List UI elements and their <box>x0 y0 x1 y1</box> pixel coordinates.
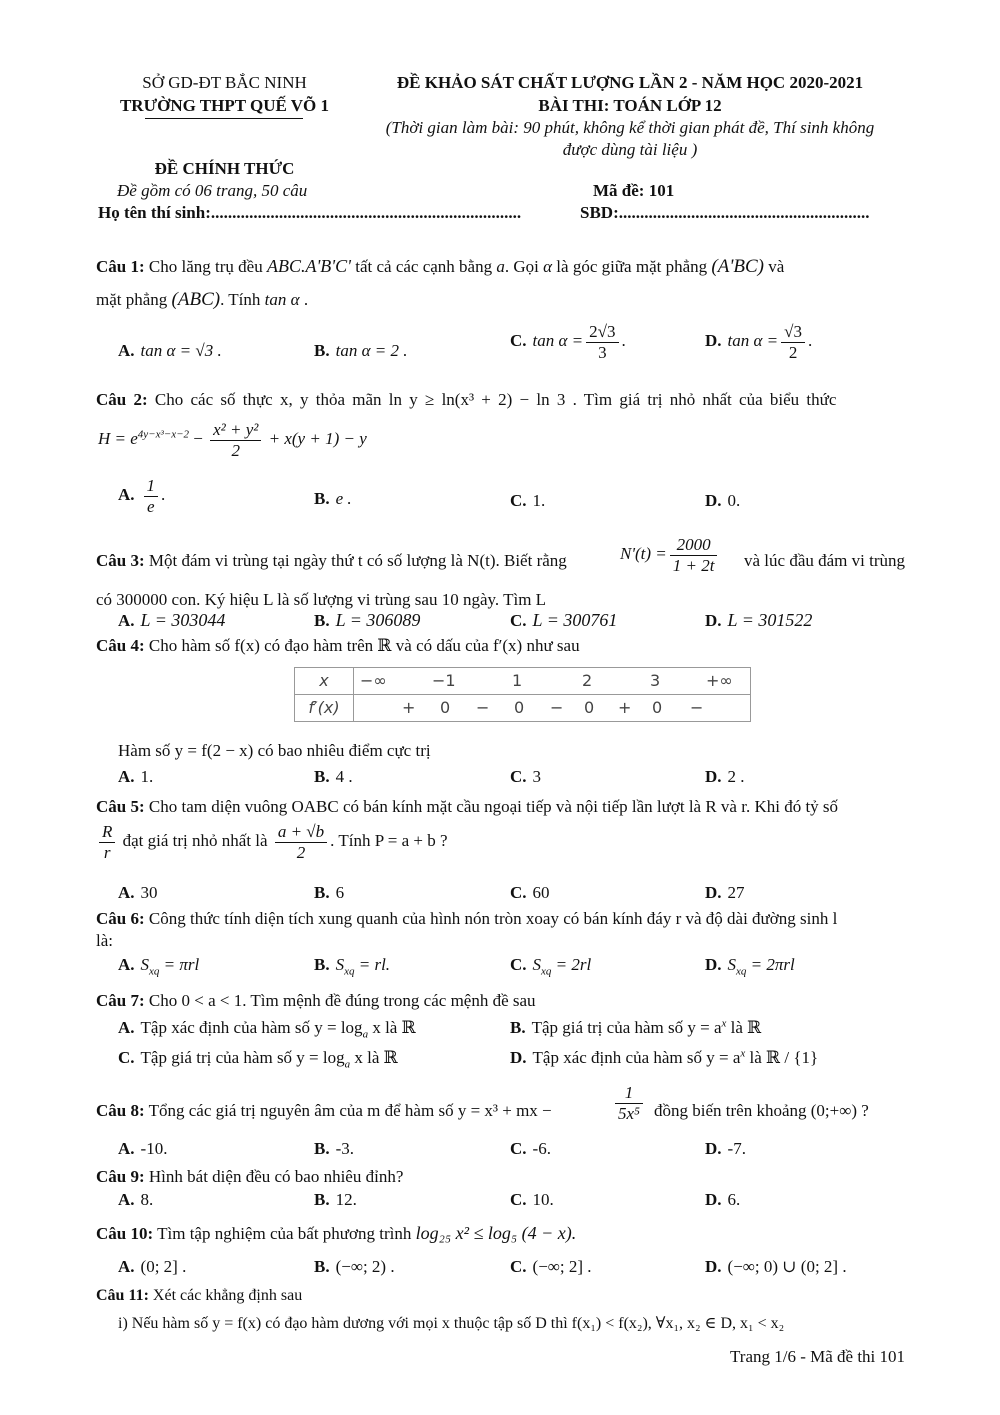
q8-end: đồng biến trên khoảng (0;+∞) ? <box>654 1101 869 1120</box>
sign-table-x-row <box>354 668 751 695</box>
q1-text-d: là góc giữa mặt phẳng <box>556 257 708 276</box>
q5-ratio-den: r <box>103 842 111 862</box>
q3-option-d[interactable]: D. L = 301522 <box>705 610 813 630</box>
x-value: −∞ <box>360 671 387 690</box>
q1-option-d[interactable]: D. tan α = $\frac{√3}{2}$ . <box>705 322 813 362</box>
question-3 <box>96 550 567 571</box>
q3-option-a[interactable]: A. L = 303044 <box>118 610 226 630</box>
q1-option-c-num: 2√3 <box>586 322 618 343</box>
q6-option-a-rest: = πrl <box>159 955 200 974</box>
q10-inequality: log₂₅ x² ≤ log₅ (4 − x). <box>415 1223 577 1243</box>
q11-text: Xét các khẳng định sau <box>152 1287 303 1304</box>
q9-option-d-text: 6. <box>727 1190 741 1209</box>
x-value: −1 <box>432 671 456 690</box>
q6-option-c-sub: xq <box>541 965 552 978</box>
q5-ratio-num: R <box>99 822 115 843</box>
question-number: Câu 10: <box>96 1224 154 1243</box>
q8-fraction <box>612 1083 646 1123</box>
q3-option-a-text: L = 303044 <box>140 610 226 630</box>
q3-n-den: 1 + 2t <box>672 555 715 575</box>
sign-value: + <box>402 698 416 717</box>
q2-h-minus: − <box>193 428 203 448</box>
q2-expression <box>98 420 367 460</box>
q6-option-d-sub: xq <box>736 965 747 978</box>
exam-time-note: (Thời gian làm bài: 90 phút, không kể thời gian phát đề, Thí sinh không <box>385 118 875 137</box>
sign-value: 0 <box>652 698 663 717</box>
q6-option-b-sub: xq <box>344 965 355 978</box>
exam-time-note-2: được dùng tài liệu ) <box>562 140 698 159</box>
q4-option-c[interactable]: C. 3 <box>510 767 542 786</box>
q10-option-a-text: (0; 2] . <box>140 1257 187 1276</box>
q3-line-2: có 300000 con. Ký hiệu L là số lượng vi trùng sau 10 ngày. Tìm L <box>96 590 547 609</box>
sign-table-x-head: x <box>295 668 354 695</box>
q3-formula <box>620 535 720 575</box>
q1-tan-alpha: tan α <box>264 290 300 309</box>
q3-n-left: N'(t) = <box>620 543 667 563</box>
question-1-line-2 <box>96 288 308 312</box>
q10-option-c[interactable]: C. (−∞; 2] . <box>510 1257 592 1276</box>
question-number: Câu 4: <box>96 636 145 655</box>
q1-line2-text: mặt phẳng <box>96 290 168 309</box>
q7-option-c-text: Tập giá trị của hàm số y = log <box>140 1048 345 1067</box>
sign-value: 0 <box>514 698 525 717</box>
q7-option-d-text: Tập xác định của hàm số y = a <box>532 1048 741 1067</box>
q10-option-d[interactable]: D. (−∞; 0) ∪ (0; 2] . <box>705 1257 847 1276</box>
q4-line-2: Hàm số y = f(2 − x) có bao nhiêu điểm cực trị <box>118 741 431 760</box>
question-9 <box>96 1166 403 1187</box>
sign-table-fprime-head: f′(x) <box>295 695 354 722</box>
q11-statement-i: i) Nếu hàm số y = f(x) có đạo hàm dương với mọi x thuộc tập số D thì f(x₁) < f(x₂), ∀x₁, x₂ ∈ D, x₁ < x₂ <box>118 1315 785 1332</box>
pages-note: Đề gồm có 06 trang, 50 câu <box>117 181 308 200</box>
question-8 <box>96 1100 552 1121</box>
sign-value: + <box>618 698 632 717</box>
q1-text-a: Cho lăng trụ đều <box>148 257 263 276</box>
official-label: ĐỀ CHÍNH THỨC <box>154 159 295 178</box>
q4-option-d-text: 2 . <box>727 767 745 786</box>
q7-option-b[interactable]: B. Tập giá trị của hàm số $y = a^x$ là ℝ <box>510 1017 762 1037</box>
q4-option-b[interactable]: B. 4 . <box>314 767 353 786</box>
question-number: Câu 6: <box>96 909 145 928</box>
question-number: Câu 2: <box>96 390 148 409</box>
q7-option-d-rest: là ℝ / {1} <box>745 1048 819 1067</box>
q6-option-a-s: S <box>140 955 150 974</box>
q1-line2-text-b: . Tính <box>220 290 261 309</box>
q1-a: a <box>496 257 505 276</box>
q5-option-b-text: 6 <box>335 883 345 902</box>
q7-option-b-sup: x <box>721 1017 727 1030</box>
q2-h-den: 2 <box>231 440 240 460</box>
q4-option-b-text: 4 . <box>335 767 353 786</box>
x-value: 1 <box>512 671 523 690</box>
q5-text: Cho tam diện vuông OABC có bán kính mặt cầu ngoại tiếp và nội tiếp lần lượt là R và r. Khi đó tỷ số <box>148 797 839 816</box>
question-number: Câu 9: <box>96 1167 145 1186</box>
question-number: Câu 7: <box>96 991 145 1010</box>
q5-option-c-text: 60 <box>532 883 550 902</box>
q1-option-c-den: 3 <box>598 342 607 362</box>
q6-option-a-sub: xq <box>149 965 160 978</box>
sign-table-fprime-row <box>354 695 751 722</box>
q8-option-d[interactable]: D. -7. <box>705 1139 746 1158</box>
q6-line-2: là: <box>96 931 113 950</box>
q3-text: Một đám vi trùng tại ngày thứ t có số lượng là N(t). Biết rằng <box>148 551 567 570</box>
q2-option-a-num: 1 <box>144 476 159 497</box>
q1-option-d-left: tan α = <box>727 330 779 350</box>
page-footer: Trang 1/6 - Mã đề thi 101 <box>730 1347 906 1366</box>
question-2 <box>96 389 836 410</box>
q6-option-d-s: S <box>727 955 737 974</box>
x-value: 2 <box>582 671 593 690</box>
x-value: +∞ <box>706 671 733 690</box>
question-6 <box>96 908 837 929</box>
q2-option-a-den: e <box>147 496 155 516</box>
q1-plane-abc: (ABC) <box>171 289 221 310</box>
q9-option-a-text: 8. <box>140 1190 154 1209</box>
q5-value-den: 2 <box>296 842 306 862</box>
q9-option-a[interactable]: A. 8. <box>118 1190 154 1209</box>
q8-frac-den: 5x⁵ <box>618 1103 640 1123</box>
q5-mid-text: đạt giá trị nhỏ nhất là <box>122 830 268 850</box>
school-underline <box>145 118 303 119</box>
q3-n-num: 2000 <box>670 535 718 556</box>
q3-option-c-text: L = 300761 <box>532 610 618 630</box>
q3-option-b-text: L = 306089 <box>335 610 421 630</box>
q5-option-a-text: 30 <box>140 883 158 902</box>
sign-value: 0 <box>584 698 595 717</box>
q1-line2-end: . <box>303 290 309 309</box>
question-number: Câu 11: <box>96 1287 149 1304</box>
q1-option-c-left: tan α = <box>532 330 584 350</box>
q1-option-c[interactable]: C. tan α = $\frac{2√3}{3}$ . <box>510 322 626 362</box>
q5-option-d-text: 27 <box>727 883 745 902</box>
question-number: Câu 5: <box>96 797 145 816</box>
q7-option-d-sup: x <box>740 1047 746 1060</box>
q4-sign-table <box>294 667 751 722</box>
q10-option-d-text: (−∞; 0) ∪ (0; 2] . <box>727 1257 847 1276</box>
question-5 <box>96 796 838 817</box>
q7-option-a-sub: a <box>362 1028 369 1041</box>
sign-value: − <box>550 698 564 717</box>
q9-option-b-text: 12. <box>335 1190 357 1209</box>
q7-option-a-rest: x là ℝ <box>368 1018 416 1037</box>
q5-option-c[interactable]: C. 60 <box>510 883 550 902</box>
sign-value: − <box>476 698 490 717</box>
q1-prism: ABC.A'B'C' <box>266 256 351 276</box>
q5-option-b[interactable]: B. 6 <box>314 883 345 902</box>
candidate-number-field: SBD:........................................................... <box>580 203 870 222</box>
q6-option-b-s: S <box>335 955 345 974</box>
q4-text: Cho hàm số f(x) có đạo hàm trên ℝ và có dấu của f′(x) như sau <box>148 636 580 655</box>
q9-text: Hình bát diện đều có bao nhiêu đỉnh? <box>148 1167 404 1186</box>
q1-option-b-text: tan α = 2 . <box>335 341 408 360</box>
q1-plane-a: (A'BC) <box>711 256 764 277</box>
q5-value-num: a + √b <box>275 822 327 843</box>
x-value: 3 <box>650 671 661 690</box>
q8-option-a[interactable]: A. -10. <box>118 1139 168 1158</box>
q5-end-text: . Tính P = a + b ? <box>330 830 448 850</box>
q6-option-d-rest: = 2πrl <box>746 955 795 974</box>
q9-option-c[interactable]: C. 10. <box>510 1190 554 1209</box>
q2-h-exponent: 4y−x³−x−2 <box>137 428 190 441</box>
exam-subject: BÀI THI: TOÁN LỚP 12 <box>538 96 722 115</box>
q9-option-d[interactable]: D. 6. <box>705 1190 741 1209</box>
q10-option-b[interactable]: B. (−∞; 2) . <box>314 1257 395 1276</box>
q3-option-d-text: L = 301522 <box>727 610 813 630</box>
q1-text-e: và <box>768 257 785 276</box>
sign-value: − <box>690 698 704 717</box>
q2-text: Cho các số thực x, y thỏa mãn ln y ≥ ln(x³ + 2) − ln 3 . Tìm giá trị nhỏ nhất của biểu thức <box>154 390 837 409</box>
q8-option-c[interactable]: C. -6. <box>510 1139 551 1158</box>
q6-option-c-s: S <box>532 955 542 974</box>
q1-option-d-den: 2 <box>788 342 798 362</box>
question-10 <box>96 1222 576 1245</box>
exam-title: ĐỀ KHẢO SÁT CHẤT LƯỢNG LẦN 2 - NĂM HỌC 2020-2021 <box>396 73 864 92</box>
q6-option-d[interactable]: D. $S_{xq} = 2\pi rl$ <box>705 955 795 978</box>
q10-option-b-text: (−∞; 2) . <box>335 1257 395 1276</box>
q1-text-b: tất cả các cạnh bằng <box>355 257 493 276</box>
sign-value: 0 <box>440 698 451 717</box>
q1-option-d-num: √3 <box>781 322 805 343</box>
q7-text: Cho 0 < a < 1. Tìm mệnh đề đúng trong các mệnh đề sau <box>148 991 536 1010</box>
q2-option-b[interactable]: B. e . <box>314 489 352 508</box>
q8-option-b[interactable]: B. -3. <box>314 1139 355 1158</box>
q4-option-a[interactable]: A. 1. <box>118 767 154 786</box>
candidate-name-field: Họ tên thí sinh:......................................................................... <box>98 203 522 222</box>
q2-option-c[interactable]: C. 1. <box>510 491 546 510</box>
q8-option-d-text: -7. <box>727 1139 746 1158</box>
q10-text: Tìm tập nghiệm của bất phương trình <box>157 1224 412 1243</box>
q8-option-c-text: -6. <box>532 1139 551 1158</box>
q7-option-a[interactable]: A. Tập xác định của hàm số $y = \log_a x$ là ℝ <box>118 1018 416 1041</box>
q1-option-a-text: tan α = √3 . <box>140 341 222 360</box>
q8-text: Tổng các giá trị nguyên âm của m để hàm số y = x³ + mx − <box>148 1101 552 1120</box>
question-1 <box>96 255 784 279</box>
q2-option-d[interactable]: D. 0. <box>705 491 741 510</box>
q10-option-a[interactable]: A. (0; 2] . <box>118 1257 187 1276</box>
q6-option-c-rest: = 2rl <box>551 955 592 974</box>
q2-option-b-text: e . <box>335 489 352 508</box>
q7-option-a-text: Tập xác định của hàm số y = log <box>140 1018 363 1037</box>
exam-code: Mã đề: 101 <box>593 181 675 200</box>
q7-option-c-rest: x là ℝ <box>350 1048 398 1067</box>
q9-option-c-text: 10. <box>532 1190 554 1209</box>
q7-option-d[interactable]: D. Tập xác định của hàm số $y = a^x$ là ℝ / {1} <box>510 1047 819 1067</box>
q2-h-num: x² + y² <box>210 420 261 441</box>
q7-option-b-rest: là ℝ <box>726 1018 762 1037</box>
q6-option-a[interactable]: A. $S_{xq} = \pi rl$ <box>118 955 200 978</box>
q4-option-c-text: 3 <box>532 767 542 786</box>
q2-option-a[interactable]: A. $\frac{1}{e}$ . <box>118 476 166 516</box>
q1-option-b[interactable]: B. tan α = 2 . <box>314 341 408 360</box>
q5-line-2 <box>96 822 448 862</box>
q5-option-d[interactable]: D. 27 <box>705 883 745 902</box>
q3-option-c[interactable]: C. L = 300761 <box>510 610 618 630</box>
q8-frac-num: 1 <box>615 1083 643 1104</box>
q8-option-b-text: -3. <box>335 1139 355 1158</box>
q10-option-c-text: (−∞; 2] . <box>532 1257 592 1276</box>
q3-option-b[interactable]: B. L = 306089 <box>314 610 421 630</box>
question-number: Câu 3: <box>96 551 145 570</box>
q7-option-c-sub: a <box>344 1058 351 1071</box>
q3-text-b: và lúc đầu đám vi trùng <box>744 551 905 570</box>
q5-option-a[interactable]: A. 30 <box>118 883 158 902</box>
question-7 <box>96 990 536 1011</box>
question-11 <box>96 1286 302 1306</box>
department-name: SỞ GD-ĐT BẮC NINH <box>142 73 307 92</box>
q6-text: Công thức tính diện tích xung quanh của hình nón tròn xoay có bán kính đáy r và độ dài đường sinh l <box>148 909 838 928</box>
q8-option-a-text: -10. <box>140 1139 168 1158</box>
q2-option-c-text: 1. <box>532 491 546 510</box>
q6-option-b[interactable]: B. $S_{xq}$ = rl. <box>314 955 391 978</box>
q2-h-left: H = e <box>98 428 138 448</box>
q4-option-d[interactable]: D. 2 . <box>705 767 745 786</box>
q1-alpha: α <box>543 257 553 276</box>
q2-option-d-text: 0. <box>727 491 741 510</box>
q4-option-a-text: 1. <box>140 767 154 786</box>
question-number: Câu 1: <box>96 257 145 276</box>
question-4 <box>96 635 580 656</box>
q1-option-a[interactable]: A. tan α = √3 . <box>118 341 222 360</box>
q7-option-c[interactable]: C. Tập giá trị của hàm số $y = \log_a x$ là ℝ <box>118 1048 398 1071</box>
q6-option-b-rest: = rl. <box>354 955 391 974</box>
q9-option-b[interactable]: B. 12. <box>314 1190 357 1209</box>
question-number: Câu 8: <box>96 1101 145 1120</box>
q2-h-right: + x(y + 1) − y <box>268 428 367 448</box>
q7-option-b-text: Tập giá trị của hàm số y = a <box>531 1018 722 1037</box>
q1-text-c: . Gọi <box>504 257 539 276</box>
school-name: TRƯỜNG THPT QUẾ VÕ 1 <box>119 96 330 115</box>
q6-option-c[interactable]: C. $S_{xq} = 2rl$ <box>510 955 592 978</box>
